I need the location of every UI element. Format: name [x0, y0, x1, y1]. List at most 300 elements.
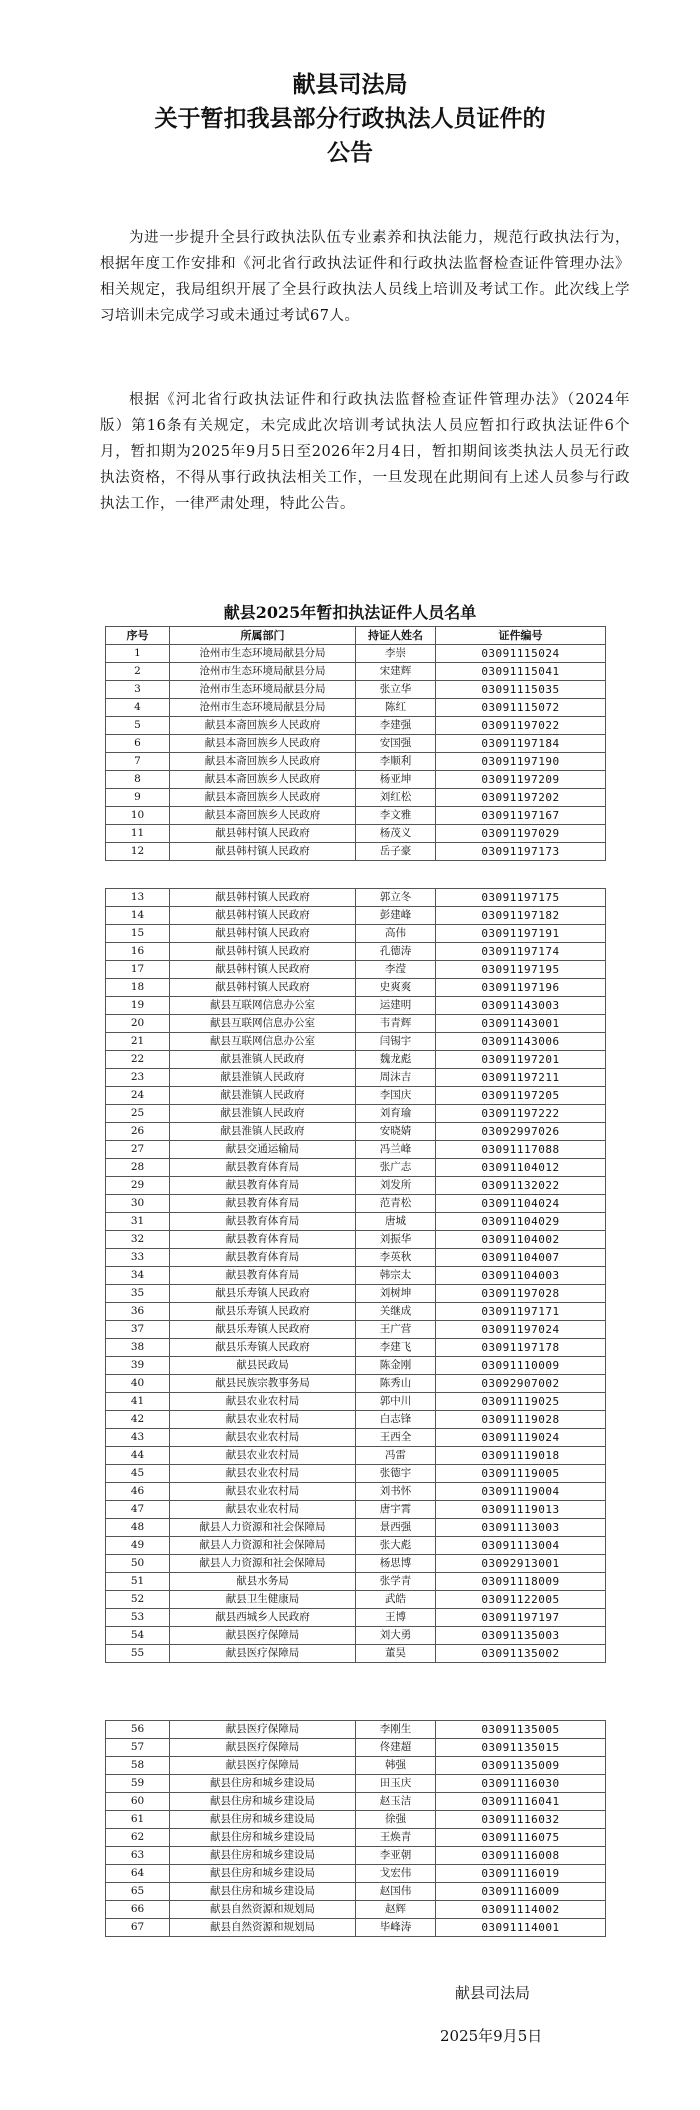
row-number-cell: 55	[106, 1645, 170, 1663]
certificate-number-cell: 03091116030	[436, 1775, 606, 1793]
department-cell: 献县韩村镇人民政府	[170, 961, 356, 979]
table-row	[106, 1757, 606, 1775]
row-number-cell: 52	[106, 1591, 170, 1609]
department-cell: 献县韩村镇人民政府	[170, 907, 356, 925]
certificate-number-cell: 03091197182	[436, 907, 606, 925]
department-cell: 献县人力资源和社会保障局	[170, 1555, 356, 1573]
holder-name-cell: 杨亚坤	[356, 771, 436, 789]
department-cell: 献县住房和城乡建设局	[170, 1829, 356, 1847]
department-cell: 献县民政局	[170, 1357, 356, 1375]
holder-name-cell: 韩强	[356, 1757, 436, 1775]
certificate-number-cell: 03091119013	[436, 1501, 606, 1519]
row-number-cell: 44	[106, 1447, 170, 1465]
holder-name-cell: 张学青	[356, 1573, 436, 1591]
table-row	[106, 1177, 606, 1195]
certificate-number-cell: 03091116019	[436, 1865, 606, 1883]
table-row	[106, 1609, 606, 1627]
holder-name-cell: 高伟	[356, 925, 436, 943]
table-row	[106, 1051, 606, 1069]
row-number-cell: 33	[106, 1249, 170, 1267]
table-row	[106, 699, 606, 717]
table-row	[106, 1591, 606, 1609]
holder-name-cell: 张德宇	[356, 1465, 436, 1483]
holder-name-cell: 冯兰峰	[356, 1141, 436, 1159]
row-number-cell: 32	[106, 1231, 170, 1249]
table-row	[106, 681, 606, 699]
department-cell: 献县韩村镇人民政府	[170, 979, 356, 997]
holder-name-cell: 王博	[356, 1609, 436, 1627]
certificate-number-cell: 03091114002	[436, 1901, 606, 1919]
row-number-cell: 8	[106, 771, 170, 789]
holder-name-cell: 白志锋	[356, 1411, 436, 1429]
table-row	[106, 1555, 606, 1573]
table-row	[106, 1393, 606, 1411]
table-row	[106, 1573, 606, 1591]
row-number-cell: 24	[106, 1087, 170, 1105]
department-cell: 献县韩村镇人民政府	[170, 825, 356, 843]
table-row	[106, 645, 606, 663]
holder-name-cell: 刘树坤	[356, 1285, 436, 1303]
certificate-number-cell: 03091116008	[436, 1847, 606, 1865]
department-cell: 献县韩村镇人民政府	[170, 925, 356, 943]
department-cell: 献县淮镇人民政府	[170, 1051, 356, 1069]
holder-name-cell: 刘书怀	[356, 1483, 436, 1501]
certificate-number-cell: 03091119018	[436, 1447, 606, 1465]
certificate-number-cell: 03091197029	[436, 825, 606, 843]
personnel-table-part-3	[105, 1720, 606, 1937]
table-row	[106, 1721, 606, 1739]
notice-title-suffix: 公告	[327, 139, 373, 166]
certificate-number-cell: 03091104024	[436, 1195, 606, 1213]
department-cell: 献县本斋回族乡人民政府	[170, 807, 356, 825]
row-number-cell: 63	[106, 1847, 170, 1865]
issuer-title: 献县司法局	[292, 71, 408, 98]
table-row	[106, 1465, 606, 1483]
table-row	[106, 771, 606, 789]
row-number-cell: 28	[106, 1159, 170, 1177]
department-cell: 献县人力资源和社会保障局	[170, 1519, 356, 1537]
holder-name-cell: 李国庆	[356, 1087, 436, 1105]
certificate-number-cell: 03091197201	[436, 1051, 606, 1069]
row-number-cell: 25	[106, 1105, 170, 1123]
certificate-number-cell: 03091135015	[436, 1739, 606, 1757]
row-number-cell: 29	[106, 1177, 170, 1195]
holder-name-cell: 毕峰涛	[356, 1919, 436, 1937]
table-row	[106, 1123, 606, 1141]
table-row	[106, 997, 606, 1015]
table-row	[106, 1105, 606, 1123]
holder-name-cell: 安国强	[356, 735, 436, 753]
certificate-number-cell: 03091143001	[436, 1015, 606, 1033]
certificate-number-cell: 03092913001	[436, 1555, 606, 1573]
row-number-cell: 18	[106, 979, 170, 997]
certificate-number-cell: 03091122005	[436, 1591, 606, 1609]
table-row	[106, 717, 606, 735]
row-number-cell: 37	[106, 1321, 170, 1339]
department-cell: 献县农业农村局	[170, 1429, 356, 1447]
holder-name-cell: 李文雅	[356, 807, 436, 825]
row-number-cell: 10	[106, 807, 170, 825]
department-cell: 献县农业农村局	[170, 1465, 356, 1483]
department-cell: 沧州市生态环境局献县分局	[170, 681, 356, 699]
certificate-number-cell: 03091119024	[436, 1429, 606, 1447]
row-number-cell: 53	[106, 1609, 170, 1627]
certificate-number-cell: 03091197175	[436, 889, 606, 907]
department-cell: 献县农业农村局	[170, 1483, 356, 1501]
holder-name-cell: 王广营	[356, 1321, 436, 1339]
holder-name-cell: 刘红松	[356, 789, 436, 807]
table-row	[106, 1141, 606, 1159]
row-number-cell: 47	[106, 1501, 170, 1519]
certificate-number-cell: 03091143003	[436, 997, 606, 1015]
table-row	[106, 1411, 606, 1429]
row-number-cell: 40	[106, 1375, 170, 1393]
certificate-number-cell: 03091197196	[436, 979, 606, 997]
department-cell: 献县互联网信息办公室	[170, 997, 356, 1015]
holder-name-cell: 刘发所	[356, 1177, 436, 1195]
table-row	[106, 1033, 606, 1051]
table-row	[106, 1339, 606, 1357]
table-row	[106, 1519, 606, 1537]
header-certificate-number: 证件编号	[436, 627, 606, 645]
holder-name-cell: 李滢	[356, 961, 436, 979]
holder-name-cell: 刘大勇	[356, 1627, 436, 1645]
table-row	[106, 1213, 606, 1231]
department-cell: 献县自然资源和规划局	[170, 1901, 356, 1919]
department-cell: 献县教育体育局	[170, 1177, 356, 1195]
department-cell: 献县农业农村局	[170, 1501, 356, 1519]
table-row	[106, 907, 606, 925]
department-cell: 献县淮镇人民政府	[170, 1069, 356, 1087]
department-cell: 献县医疗保障局	[170, 1645, 356, 1663]
signature: 献县司法局	[455, 1984, 531, 2002]
holder-name-cell: 李英秋	[356, 1249, 436, 1267]
holder-name-cell: 陈金刚	[356, 1357, 436, 1375]
department-cell: 献县本斋回族乡人民政府	[170, 789, 356, 807]
table-row	[106, 1087, 606, 1105]
holder-name-cell: 李亚朝	[356, 1847, 436, 1865]
department-cell: 献县乐寿镇人民政府	[170, 1303, 356, 1321]
holder-name-cell: 王焕青	[356, 1829, 436, 1847]
certificate-number-cell: 03091197190	[436, 753, 606, 771]
department-cell: 献县教育体育局	[170, 1159, 356, 1177]
table-row	[106, 961, 606, 979]
department-cell: 献县卫生健康局	[170, 1591, 356, 1609]
department-cell: 献县韩村镇人民政府	[170, 843, 356, 861]
holder-name-cell: 刘振华	[356, 1231, 436, 1249]
department-cell: 献县互联网信息办公室	[170, 1015, 356, 1033]
certificate-number-cell: 03091197171	[436, 1303, 606, 1321]
department-cell: 献县互联网信息办公室	[170, 1033, 356, 1051]
certificate-number-cell: 03091118009	[436, 1573, 606, 1591]
table-row	[106, 789, 606, 807]
table-row	[106, 1537, 606, 1555]
row-number-cell: 31	[106, 1213, 170, 1231]
row-number-cell: 62	[106, 1829, 170, 1847]
department-cell: 献县淮镇人民政府	[170, 1123, 356, 1141]
department-cell: 沧州市生态环境局献县分局	[170, 699, 356, 717]
certificate-number-cell: 03091197202	[436, 789, 606, 807]
holder-name-cell: 董昊	[356, 1645, 436, 1663]
certificate-number-cell: 03091197191	[436, 925, 606, 943]
certificate-number-cell: 03091119005	[436, 1465, 606, 1483]
certificate-number-cell: 03091114001	[436, 1919, 606, 1937]
certificate-number-cell: 03091116041	[436, 1793, 606, 1811]
table-row	[106, 1483, 606, 1501]
row-number-cell: 12	[106, 843, 170, 861]
certificate-number-cell: 03091104002	[436, 1231, 606, 1249]
certificate-number-cell: 03091132022	[436, 1177, 606, 1195]
row-number-cell: 13	[106, 889, 170, 907]
holder-name-cell: 运建明	[356, 997, 436, 1015]
department-cell: 献县医疗保障局	[170, 1739, 356, 1757]
department-cell: 献县乐寿镇人民政府	[170, 1285, 356, 1303]
certificate-number-cell: 03091115041	[436, 663, 606, 681]
certificate-number-cell: 03091197197	[436, 1609, 606, 1627]
table-row	[106, 1883, 606, 1901]
certificate-number-cell: 03091197222	[436, 1105, 606, 1123]
row-number-cell: 15	[106, 925, 170, 943]
certificate-number-cell: 03091197022	[436, 717, 606, 735]
certificate-number-cell: 03091104003	[436, 1267, 606, 1285]
holder-name-cell: 闫锡宇	[356, 1033, 436, 1051]
department-cell: 献县乐寿镇人民政府	[170, 1321, 356, 1339]
table-row	[106, 735, 606, 753]
department-cell: 献县住房和城乡建设局	[170, 1883, 356, 1901]
certificate-number-cell: 03091197195	[436, 961, 606, 979]
holder-name-cell: 赵国伟	[356, 1883, 436, 1901]
holder-name-cell: 彭建峰	[356, 907, 436, 925]
certificate-number-cell: 03091119004	[436, 1483, 606, 1501]
row-number-cell: 9	[106, 789, 170, 807]
holder-name-cell: 武皓	[356, 1591, 436, 1609]
table-row	[106, 753, 606, 771]
certificate-number-cell: 03091104007	[436, 1249, 606, 1267]
row-number-cell: 51	[106, 1573, 170, 1591]
certificate-number-cell: 03091197024	[436, 1321, 606, 1339]
table-row	[106, 925, 606, 943]
row-number-cell: 21	[106, 1033, 170, 1051]
personnel-table-part-1	[105, 626, 606, 861]
holder-name-cell: 关继成	[356, 1303, 436, 1321]
table-row	[106, 807, 606, 825]
department-cell: 献县西城乡人民政府	[170, 1609, 356, 1627]
department-cell: 献县医疗保障局	[170, 1627, 356, 1645]
row-number-cell: 54	[106, 1627, 170, 1645]
table-row	[106, 1775, 606, 1793]
row-number-cell: 39	[106, 1357, 170, 1375]
row-number-cell: 67	[106, 1919, 170, 1937]
department-cell: 献县本斋回族乡人民政府	[170, 735, 356, 753]
holder-name-cell: 安晓婧	[356, 1123, 436, 1141]
department-cell: 献县教育体育局	[170, 1231, 356, 1249]
header-row-number: 序号	[106, 627, 170, 645]
table-header-row	[106, 627, 606, 645]
row-number-cell: 2	[106, 663, 170, 681]
table-row	[106, 1829, 606, 1847]
row-number-cell: 20	[106, 1015, 170, 1033]
row-number-cell: 7	[106, 753, 170, 771]
body-paragraph-2: 根据《河北省行政执法证件和行政执法监督检查证件管理办法》（2024年版）第16条有关规定，未完成此次培训考试执法人员应暂扣行政执法证件6个月，暂扣期为2025年9月5日至2026年2月4日，暂扣期间该类执法人员无行政执法资格，不得从事行政执法相关工作，一旦发现在此期间有上述人员参与行政执法工作，一律严肃处理，特此公告。	[100, 391, 630, 512]
certificate-number-cell: 03091197184	[436, 735, 606, 753]
table-row	[106, 1901, 606, 1919]
holder-name-cell: 韦青辉	[356, 1015, 436, 1033]
table-row	[106, 1195, 606, 1213]
row-number-cell: 11	[106, 825, 170, 843]
row-number-cell: 16	[106, 943, 170, 961]
table-row	[106, 1375, 606, 1393]
table-row	[106, 1645, 606, 1663]
holder-name-cell: 李建飞	[356, 1339, 436, 1357]
certificate-number-cell: 03091116032	[436, 1811, 606, 1829]
department-cell: 献县医疗保障局	[170, 1757, 356, 1775]
holder-name-cell: 李建强	[356, 717, 436, 735]
table-row	[106, 1321, 606, 1339]
body-paragraph-1: 为进一步提升全县行政执法队伍专业素养和执法能力，规范行政执法行为，根据年度工作安排和《河北省行政执法证件和行政执法监督检查证件管理办法》相关规定，我局组织开展了全县行政执法人员线上培训及考试工作。此次线上学习培训未完成学习或未通过考试67人。	[100, 229, 630, 324]
department-cell: 献县民族宗教事务局	[170, 1375, 356, 1393]
department-cell: 献县教育体育局	[170, 1267, 356, 1285]
department-cell: 献县淮镇人民政府	[170, 1105, 356, 1123]
row-number-cell: 35	[106, 1285, 170, 1303]
certificate-number-cell: 03091110009	[436, 1357, 606, 1375]
row-number-cell: 45	[106, 1465, 170, 1483]
header-department: 所属部门	[170, 627, 356, 645]
row-number-cell: 38	[106, 1339, 170, 1357]
table-row	[106, 825, 606, 843]
department-cell: 沧州市生态环境局献县分局	[170, 663, 356, 681]
holder-name-cell: 宋建辉	[356, 663, 436, 681]
department-cell: 献县住房和城乡建设局	[170, 1811, 356, 1829]
row-number-cell: 43	[106, 1429, 170, 1447]
certificate-number-cell: 03091119025	[436, 1393, 606, 1411]
certificate-number-cell: 03091197173	[436, 843, 606, 861]
department-cell: 献县乐寿镇人民政府	[170, 1339, 356, 1357]
personnel-table-part-2	[105, 888, 606, 1663]
department-cell: 献县医疗保障局	[170, 1721, 356, 1739]
holder-name-cell: 刘育瑜	[356, 1105, 436, 1123]
holder-name-cell: 史爽爽	[356, 979, 436, 997]
holder-name-cell: 景西强	[356, 1519, 436, 1537]
row-number-cell: 30	[106, 1195, 170, 1213]
row-number-cell: 57	[106, 1739, 170, 1757]
row-number-cell: 50	[106, 1555, 170, 1573]
table-row	[106, 1865, 606, 1883]
holder-name-cell: 冯雷	[356, 1447, 436, 1465]
department-cell: 献县水务局	[170, 1573, 356, 1591]
holder-name-cell: 唐城	[356, 1213, 436, 1231]
header-holder-name: 持证人姓名	[356, 627, 436, 645]
row-number-cell: 4	[106, 699, 170, 717]
row-number-cell: 22	[106, 1051, 170, 1069]
department-cell: 献县本斋回族乡人民政府	[170, 753, 356, 771]
table-row	[106, 1267, 606, 1285]
row-number-cell: 42	[106, 1411, 170, 1429]
certificate-number-cell: 03091197205	[436, 1087, 606, 1105]
department-cell: 献县住房和城乡建设局	[170, 1847, 356, 1865]
table-row	[106, 979, 606, 997]
department-cell: 沧州市生态环境局献县分局	[170, 645, 356, 663]
table-row	[106, 1159, 606, 1177]
certificate-number-cell: 03091197028	[436, 1285, 606, 1303]
holder-name-cell: 唐宇霄	[356, 1501, 436, 1519]
row-number-cell: 48	[106, 1519, 170, 1537]
list-title: 献县2025年暂扣执法证件人员名单	[223, 603, 477, 622]
table-row	[106, 1357, 606, 1375]
holder-name-cell: 岳子豪	[356, 843, 436, 861]
department-cell: 献县农业农村局	[170, 1411, 356, 1429]
holder-name-cell: 李刚生	[356, 1721, 436, 1739]
row-number-cell: 58	[106, 1757, 170, 1775]
certificate-number-cell: 03091135002	[436, 1645, 606, 1663]
certificate-number-cell: 03091135009	[436, 1757, 606, 1775]
holder-name-cell: 孔德涛	[356, 943, 436, 961]
holder-name-cell: 郭中川	[356, 1393, 436, 1411]
table-row	[106, 1249, 606, 1267]
holder-name-cell: 周沫吉	[356, 1069, 436, 1087]
certificate-number-cell: 03091104012	[436, 1159, 606, 1177]
row-number-cell: 66	[106, 1901, 170, 1919]
table-row	[106, 1447, 606, 1465]
table-row	[106, 1811, 606, 1829]
department-cell: 献县本斋回族乡人民政府	[170, 771, 356, 789]
certificate-number-cell: 03091143006	[436, 1033, 606, 1051]
holder-name-cell: 郭立冬	[356, 889, 436, 907]
department-cell: 献县交通运输局	[170, 1141, 356, 1159]
row-number-cell: 64	[106, 1865, 170, 1883]
table-row	[106, 1847, 606, 1865]
table-row	[106, 1627, 606, 1645]
table-row	[106, 1015, 606, 1033]
row-number-cell: 65	[106, 1883, 170, 1901]
certificate-number-cell: 03091113004	[436, 1537, 606, 1555]
row-number-cell: 59	[106, 1775, 170, 1793]
row-number-cell: 41	[106, 1393, 170, 1411]
department-cell: 献县教育体育局	[170, 1249, 356, 1267]
department-cell: 献县本斋回族乡人民政府	[170, 717, 356, 735]
certificate-number-cell: 03091197167	[436, 807, 606, 825]
holder-name-cell: 李顺利	[356, 753, 436, 771]
department-cell: 献县教育体育局	[170, 1195, 356, 1213]
row-number-cell: 3	[106, 681, 170, 699]
certificate-number-cell: 03091115024	[436, 645, 606, 663]
department-cell: 献县淮镇人民政府	[170, 1087, 356, 1105]
table-row	[106, 1739, 606, 1757]
row-number-cell: 19	[106, 997, 170, 1015]
row-number-cell: 23	[106, 1069, 170, 1087]
department-cell: 献县农业农村局	[170, 1393, 356, 1411]
row-number-cell: 6	[106, 735, 170, 753]
row-number-cell: 61	[106, 1811, 170, 1829]
holder-name-cell: 徐强	[356, 1811, 436, 1829]
department-cell: 献县农业农村局	[170, 1447, 356, 1465]
table-row	[106, 1285, 606, 1303]
certificate-number-cell: 03091135005	[436, 1721, 606, 1739]
row-number-cell: 49	[106, 1537, 170, 1555]
certificate-number-cell: 03091135003	[436, 1627, 606, 1645]
table-row	[106, 1919, 606, 1937]
table-row	[106, 663, 606, 681]
holder-name-cell: 王西全	[356, 1429, 436, 1447]
row-number-cell: 1	[106, 645, 170, 663]
table-row	[106, 1069, 606, 1087]
row-number-cell: 36	[106, 1303, 170, 1321]
certificate-number-cell: 03091104029	[436, 1213, 606, 1231]
table-row	[106, 1231, 606, 1249]
department-cell: 献县人力资源和社会保障局	[170, 1537, 356, 1555]
department-cell: 献县自然资源和规划局	[170, 1919, 356, 1937]
holder-name-cell: 杨思博	[356, 1555, 436, 1573]
row-number-cell: 14	[106, 907, 170, 925]
